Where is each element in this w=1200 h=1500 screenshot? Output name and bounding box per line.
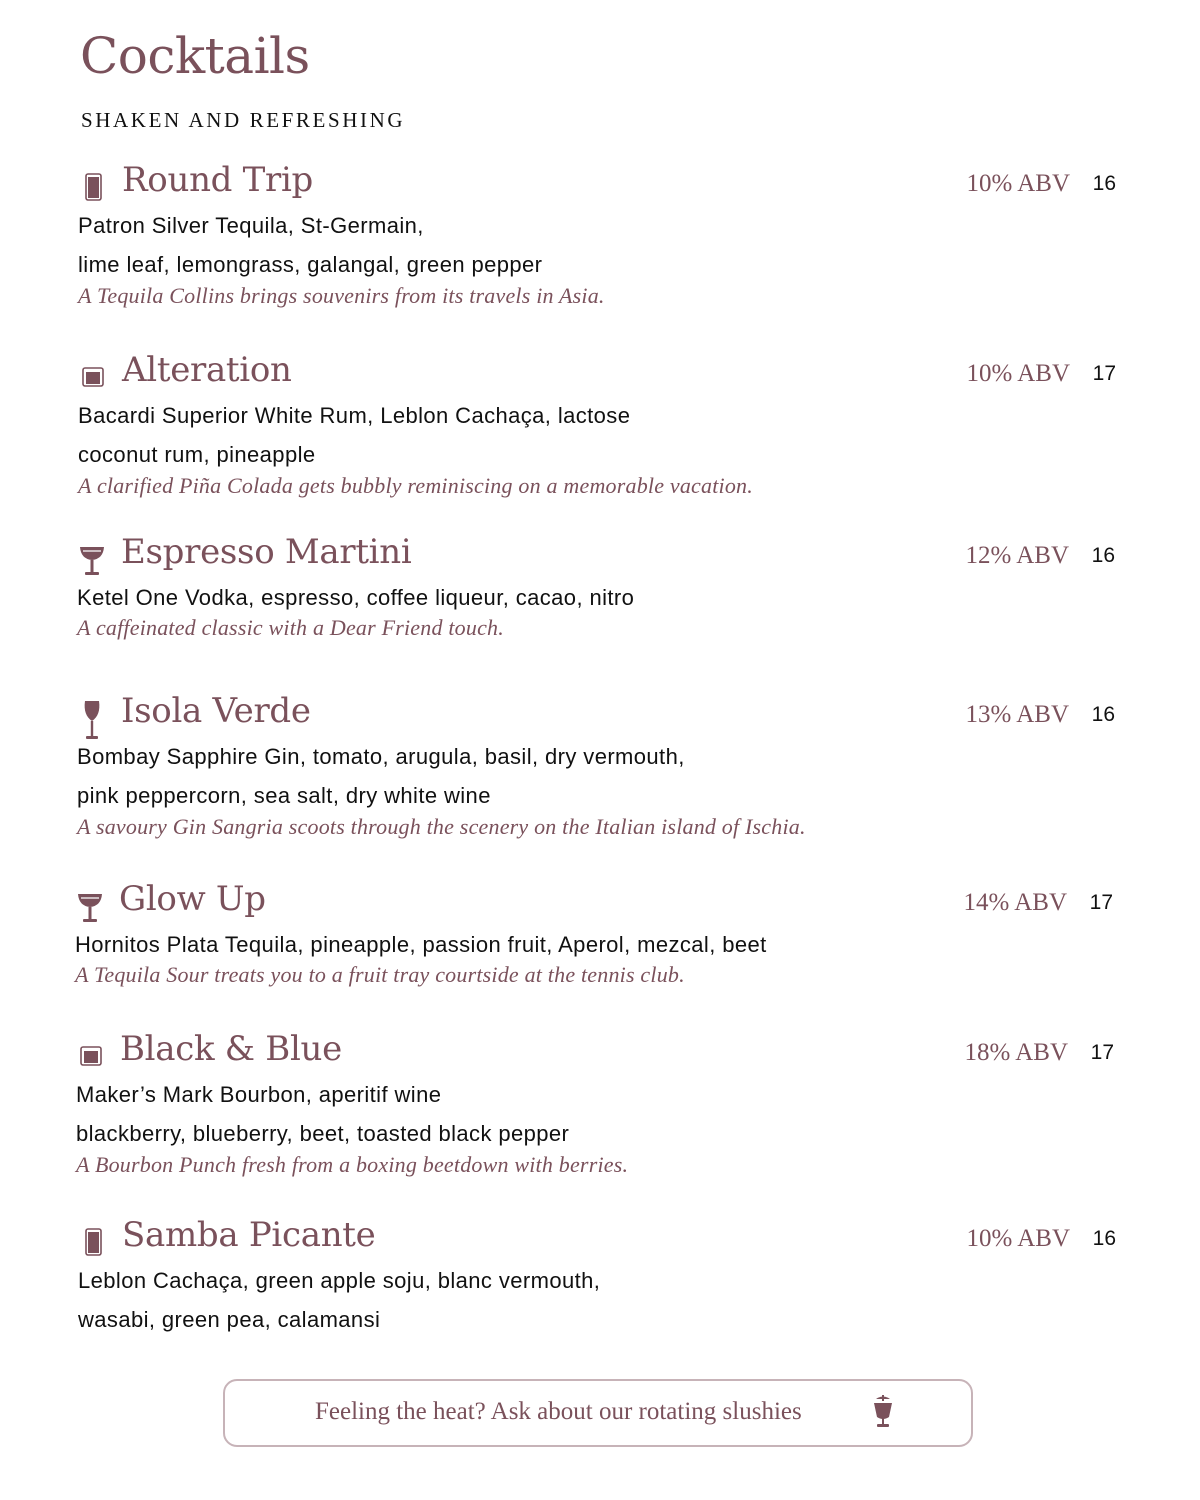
- item-name: Isola Verde: [121, 691, 311, 731]
- ingredient-line: wasabi, green pea, calamansi: [78, 1307, 381, 1332]
- callout-text: Feeling the heat? Ask about our rotating slushies: [315, 1398, 802, 1425]
- item-description: A caffeinated classic with a Dear Friend touch.: [77, 615, 504, 640]
- item-name: Round Trip: [122, 160, 314, 200]
- item-abv: 10% ABV: [966, 170, 1070, 197]
- item-name: Alteration: [122, 350, 292, 390]
- item-description: A Tequila Sour treats you to a fruit tray courtside at the tennis club.: [75, 962, 685, 987]
- rocks-glass-icon: [78, 358, 108, 398]
- ingredient-line: pink peppercorn, sea salt, dry white wine: [77, 783, 491, 808]
- item-abv: 10% ABV: [966, 360, 1070, 387]
- ingredient-line: Maker’s Mark Bourbon, aperitif wine: [76, 1082, 442, 1107]
- item-abv: 12% ABV: [965, 542, 1069, 569]
- item-price: 16: [1092, 1227, 1116, 1250]
- ingredient-line: lime leaf, lemongrass, galangal, green pepper: [78, 252, 543, 277]
- item-name: Black & Blue: [120, 1029, 342, 1069]
- page-title: Cocktails: [80, 27, 310, 85]
- item-ingredients: [76, 1075, 569, 1153]
- item-abv: 18% ABV: [964, 1039, 1068, 1066]
- item-price: 16: [1091, 544, 1115, 567]
- collins-glass-icon: [78, 1223, 108, 1263]
- item-name: Glow Up: [119, 879, 266, 919]
- item-name: Espresso Martini: [121, 532, 412, 572]
- coupe-glass-icon: [75, 887, 105, 927]
- ingredient-line: Leblon Cachaça, green apple soju, blanc vermouth,: [78, 1268, 601, 1293]
- item-price: 16: [1091, 703, 1115, 726]
- item-abv: 10% ABV: [966, 1225, 1070, 1252]
- ingredient-line: Ketel One Vodka, espresso, coffee liqueur, cacao, nitro: [77, 585, 635, 610]
- item-name: Samba Picante: [122, 1215, 376, 1255]
- item-description: A clarified Piña Colada gets bubbly reminiscing on a memorable vacation.: [78, 473, 753, 498]
- item-abv: 13% ABV: [965, 701, 1069, 728]
- collins-glass-icon: [78, 168, 108, 208]
- item-ingredients: [78, 206, 542, 284]
- item-ingredients: [78, 1261, 600, 1339]
- item-description: A savoury Gin Sangria scoots through the scenery on the Italian island of Ischia.: [77, 814, 806, 839]
- item-ingredients: [78, 396, 630, 474]
- ingredient-line: Hornitos Plata Tequila, pineapple, passion fruit, Aperol, mezcal, beet: [75, 932, 767, 957]
- rocks-glass-icon: [76, 1037, 106, 1077]
- ingredient-line: Bombay Sapphire Gin, tomato, arugula, basil, dry vermouth,: [77, 744, 685, 769]
- item-abv: 14% ABV: [963, 889, 1067, 916]
- slushie-callout: [223, 1379, 973, 1447]
- coupe-glass-icon: [77, 540, 107, 580]
- ingredient-line: Bacardi Superior White Rum, Leblon Cachaça, lactose: [78, 403, 631, 428]
- ingredient-line: blackberry, blueberry, beet, toasted black pepper: [76, 1121, 570, 1146]
- ingredient-line: coconut rum, pineapple: [78, 442, 316, 467]
- ingredient-line: Patron Silver Tequila, St-Germain,: [78, 213, 424, 238]
- item-ingredients: [75, 925, 767, 964]
- item-price: 17: [1089, 891, 1113, 914]
- item-ingredients: [77, 578, 634, 617]
- item-description: A Tequila Collins brings souvenirs from its travels in Asia.: [78, 283, 605, 308]
- wine-glass-icon: [77, 699, 107, 739]
- item-price: 16: [1092, 172, 1116, 195]
- item-description: A Bourbon Punch fresh from a boxing beetdown with berries.: [76, 1152, 629, 1177]
- slushie-cup-icon: [871, 1395, 895, 1433]
- item-price: 17: [1090, 1041, 1114, 1064]
- item-price: 17: [1092, 362, 1116, 385]
- item-ingredients: [77, 737, 685, 815]
- section-subtitle: SHAKEN AND REFRESHING: [81, 108, 406, 132]
